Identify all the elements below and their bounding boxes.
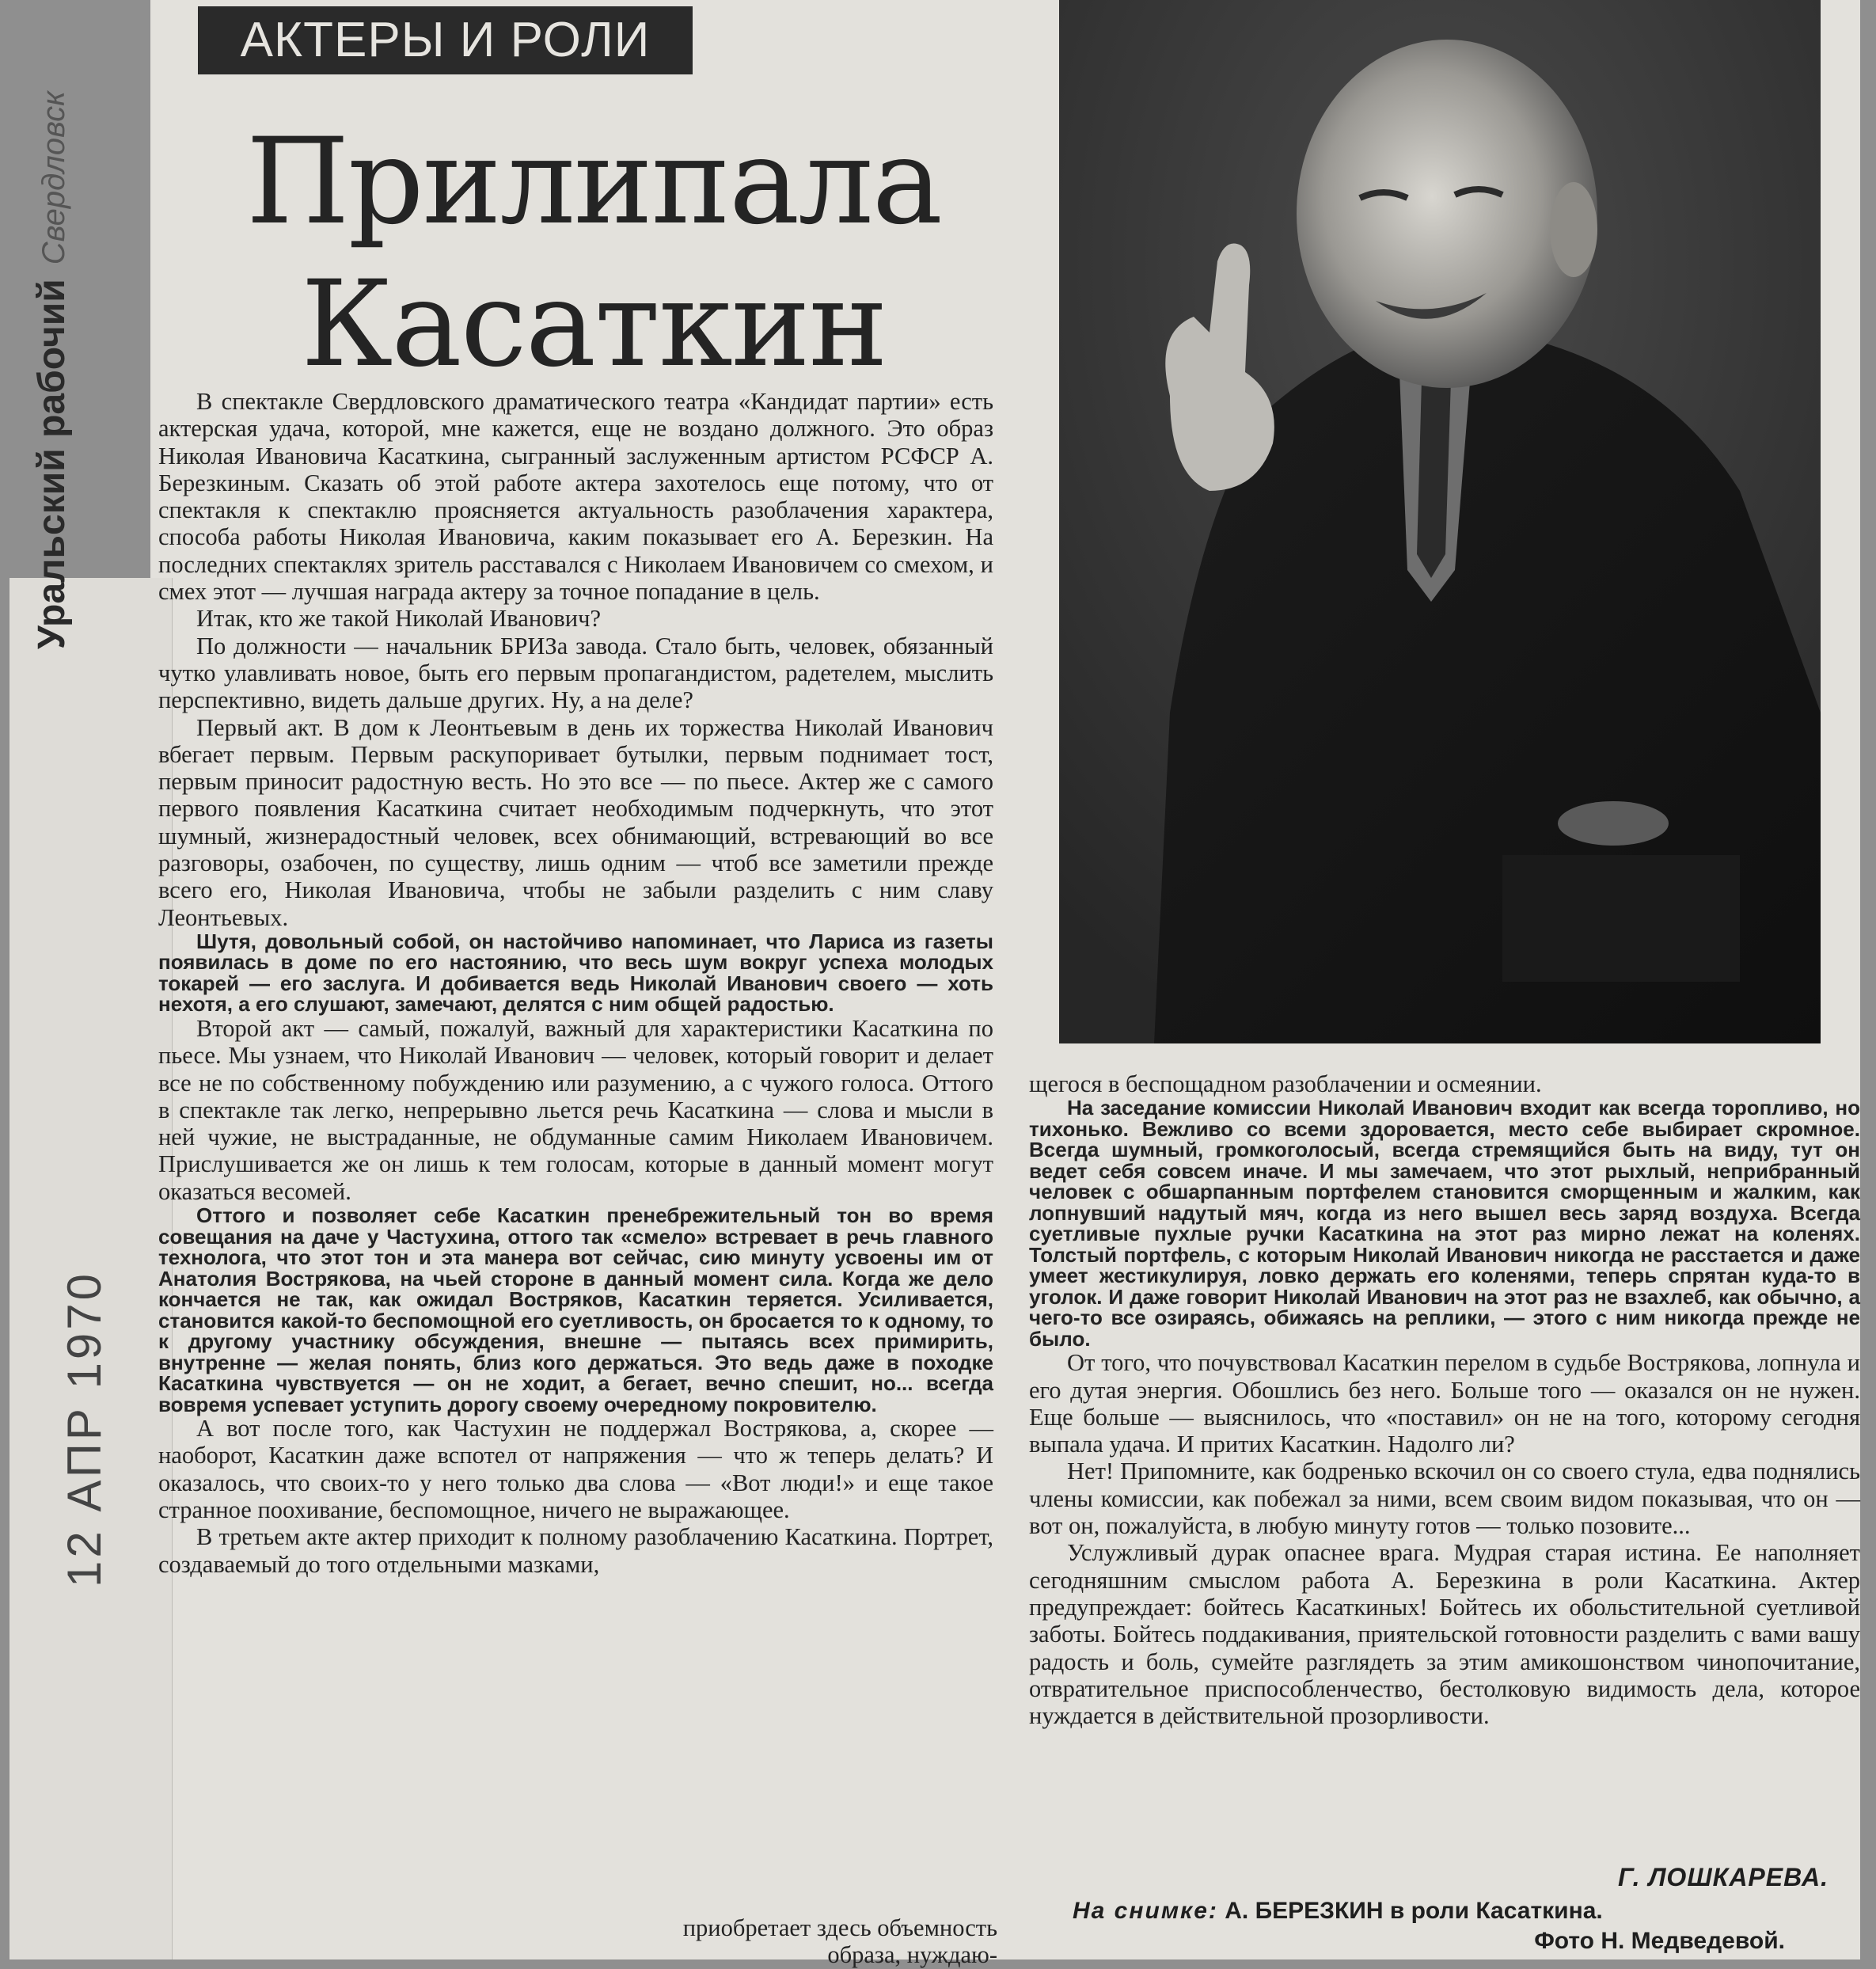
headline-line-1: Прилипала [245,113,942,251]
caption-text: А. БЕРЕЗКИН в роли Касаткина. [1225,1898,1603,1924]
article-paragraph: щегося в беспощадном разоблачении и осмеянии. [1029,1070,1542,1097]
article-paragraph: Оттого и позволяет себе Касаткин пренебрежительный тон во время совещания на даче у Частухина, оттого так «смело» встревает в речь главного технолога, что этот тон и эта манера вот сейчас, сию минуту усвоены им от Анатолия Вострякова, на чьей стороне в данный момент сила. Когда же дело кончается не так, как ожидал Востряков, Касаткин теряется. Усиливается, становится какой-то беспомощной его суетливость, он бросается то к одному, то к другому участнику обсуждения, внешне — пытаясь всех примирить, внутренне — желая понять, близ кого держаться. Это ведь даже в походке Касаткина чувствуется — он не ходит, а бегает, вечно спешит, но... всегда вовремя успевает уступить дорогу своему очередному покровителю. [158,1203,993,1416]
article-paragraph: А вот после того, как Частухин не поддержал Вострякова, а, скорее — наоборот, Касаткин даже вспотел от напряжения — что ж теперь делать? И оказалось, что своих-то у него только два слова — «Вот люди!» и еще такое странное поохивание, беспомощное, ничего не выражающее. [158,1415,993,1523]
publication-strip [9,578,172,1959]
article-paragraph: По должности — начальник БРИЗа завода. Стало быть, человек, обязанный чутко улавливать новое, быть его первым пропагандистом, радетелем, мыслить перспективно, видеть дальше других. Ну, а на деле? [158,632,993,714]
article-paragraph: В спектакле Свердловского драматического театра «Кандидат партии» есть актерская удача, которой, мне кажется, еще не воздано должного. Это образ Николая Ивановича Касаткина, сыгранный заслуженным артистом РСФСР А. Березкиным. Сказать об этой работе актера захотелось еще потому, что от спектакля к спектаклю проясняется актуальность разоблачения характера, способа работы Николая Ивановича, каким показывает его А. Березкин. На последних спектаклях зритель расставался с Николаем Ивановичем со смехом, и смех этот — лучшая награда актеру за точное попадание в цель. [158,388,993,606]
article-paragraph: Шутя, довольный собой, он настойчиво напоминает, что Лариса из газеты появилась в доме по его настоянию, что весь шум вокруг успеха молодых токарей — его заслуга. И добивается ведь Николай Иванович своего — хоть нехотя, а его слушают, замечают, делятся с ним общей радостью. [158,929,993,1017]
date-stamp: 12 АПР 1970 [58,1270,111,1587]
article-paragraph: Первый акт. В дом к Леонтьевым в день их торжества Николай Иванович вбегает первым. Первым раскупоривает бутылки, первым поднимает тост, первым приносит радостную весть. Но это все — по пьесе. Актер же с самого первого появления Касаткина считает необходимым подчеркнуть, что этот шумный, жизнерадостный человек, всех обнимающий, встревающий во все разговоры, озабочен, по существу, лишь одним — чтоб все заметили прежде всего его, Николая Ивановича, чтобы не забыли разделить с ним славу Леонтьевых. [158,713,993,931]
article-paragraph: Услужливый дурак опаснее врага. Мудрая старая истина. Ее наполняет сегодняшним смыслом работа А. Березкина в роли Касаткина. Актер предупреждает: бойтесь Касаткиных! Бойтесь их обольстительной суетливой заботы. Бойтесь поддакивания, приятельской готовности разделить с вами вашу радость и боль, сумейте разглядеть за этим амикошонством чинопочитание, отвратительное приспособленчество, бестолковую видимость дела, которое нуждается в действительной прозорливости. [1029,1539,1860,1730]
caption-lead: На снимке: [1073,1898,1218,1924]
photo-caption [1073,1896,1832,1956]
article-paragraph: На заседание комиссии Николай Иванович входит как всегда торопливо, но тихонько. Вежливо со всеми здоровается, место себе выбирает скромное. Всегда шумный, громкоголосый, всегда стремящийся быть на виду, тут он ведет себя совсем иначе. И мы замечаем, что этот рыхлый, неприбранный человек с обшарпанным портфелем становится сморщенным и жалким, как лопнувший надутый мяч, когда из него вышел весь заряд воздуха. Всегда суетливые пухлые ручки Касаткина на этот раз мирно лежат на коленях. Толстый портфель, с которым Николай Иванович никогда не расстается и даже умеет жестикулируя, ловко держать его коленями, теперь спрятан куда-то в уголок. И даже говорит Николай Иванович на этот раз не взахлеб, как обычно, а чего-то все озираясь, обижаясь на реплики, — этого с ним никогда прежде не было. [1029,1096,1860,1351]
article-paragraph: Нет! Припомните, как бодренько вскочил он со своего стула, едва поднялись члены комиссии, как побежал за ними, всем своим видом показывая, что он — вот он, пожалуйста, в любую минуту готов — только позовите... [1029,1458,1860,1540]
rubric-label: АКТЕРЫ И РОЛИ [198,6,693,74]
headline-line-2: Касаткин [301,256,887,393]
author-byline: Г. ЛОШКАРЕВА. [1618,1863,1829,1891]
article-headline [198,111,989,396]
publication-name: Уральский рабочийСвердловск [31,91,73,649]
actor-photo [1059,0,1821,1043]
photo-credit: Фото Н. Медведевой. [1534,1928,1785,1954]
article-column-left [158,388,993,1578]
article-paragraph: Итак, кто же такой Николай Иванович? [196,605,601,633]
article-paragraph: Второй акт — самый, пожалуй, важный для характеристики Касаткина по пьесе. Мы узнаем, что Николай Иванович — человек, который говорит и делает все не по собственному побуждению или разумению, а с чужого голоса. Оттого в спектакле так легко, непрерывно льется речь Касаткина — слова и мысли в ней чужие, не выстраданные, не обдуманные самим Николаем Ивановичем. Прислушивается же он лишь к тем голосам, которые в данный момент могут оказаться весомей. [158,1014,993,1205]
article-column-right [1029,1070,1860,1729]
article-column-left-tail: приобретает здесь объемность образа, нуждаю- [682,1914,997,1969]
publication-city: Свердловск [36,91,71,265]
article-paragraph: От того, что почувствовал Касаткин перелом в судьбе Вострякова, лопнула и его дутая энергия. Обошлись без него. Больше того — оказался он не нужен. Еще больше — выяснилось, что «поставил» он не на того, которому сегодня выпала удача. И притих Касаткин. Надолго ли? [1029,1349,1860,1458]
article-paragraph: В третьем акте актер приходит к полному разоблачению Касаткина. Портрет, создаваемый до того отдельными мазками, [158,1523,993,1578]
